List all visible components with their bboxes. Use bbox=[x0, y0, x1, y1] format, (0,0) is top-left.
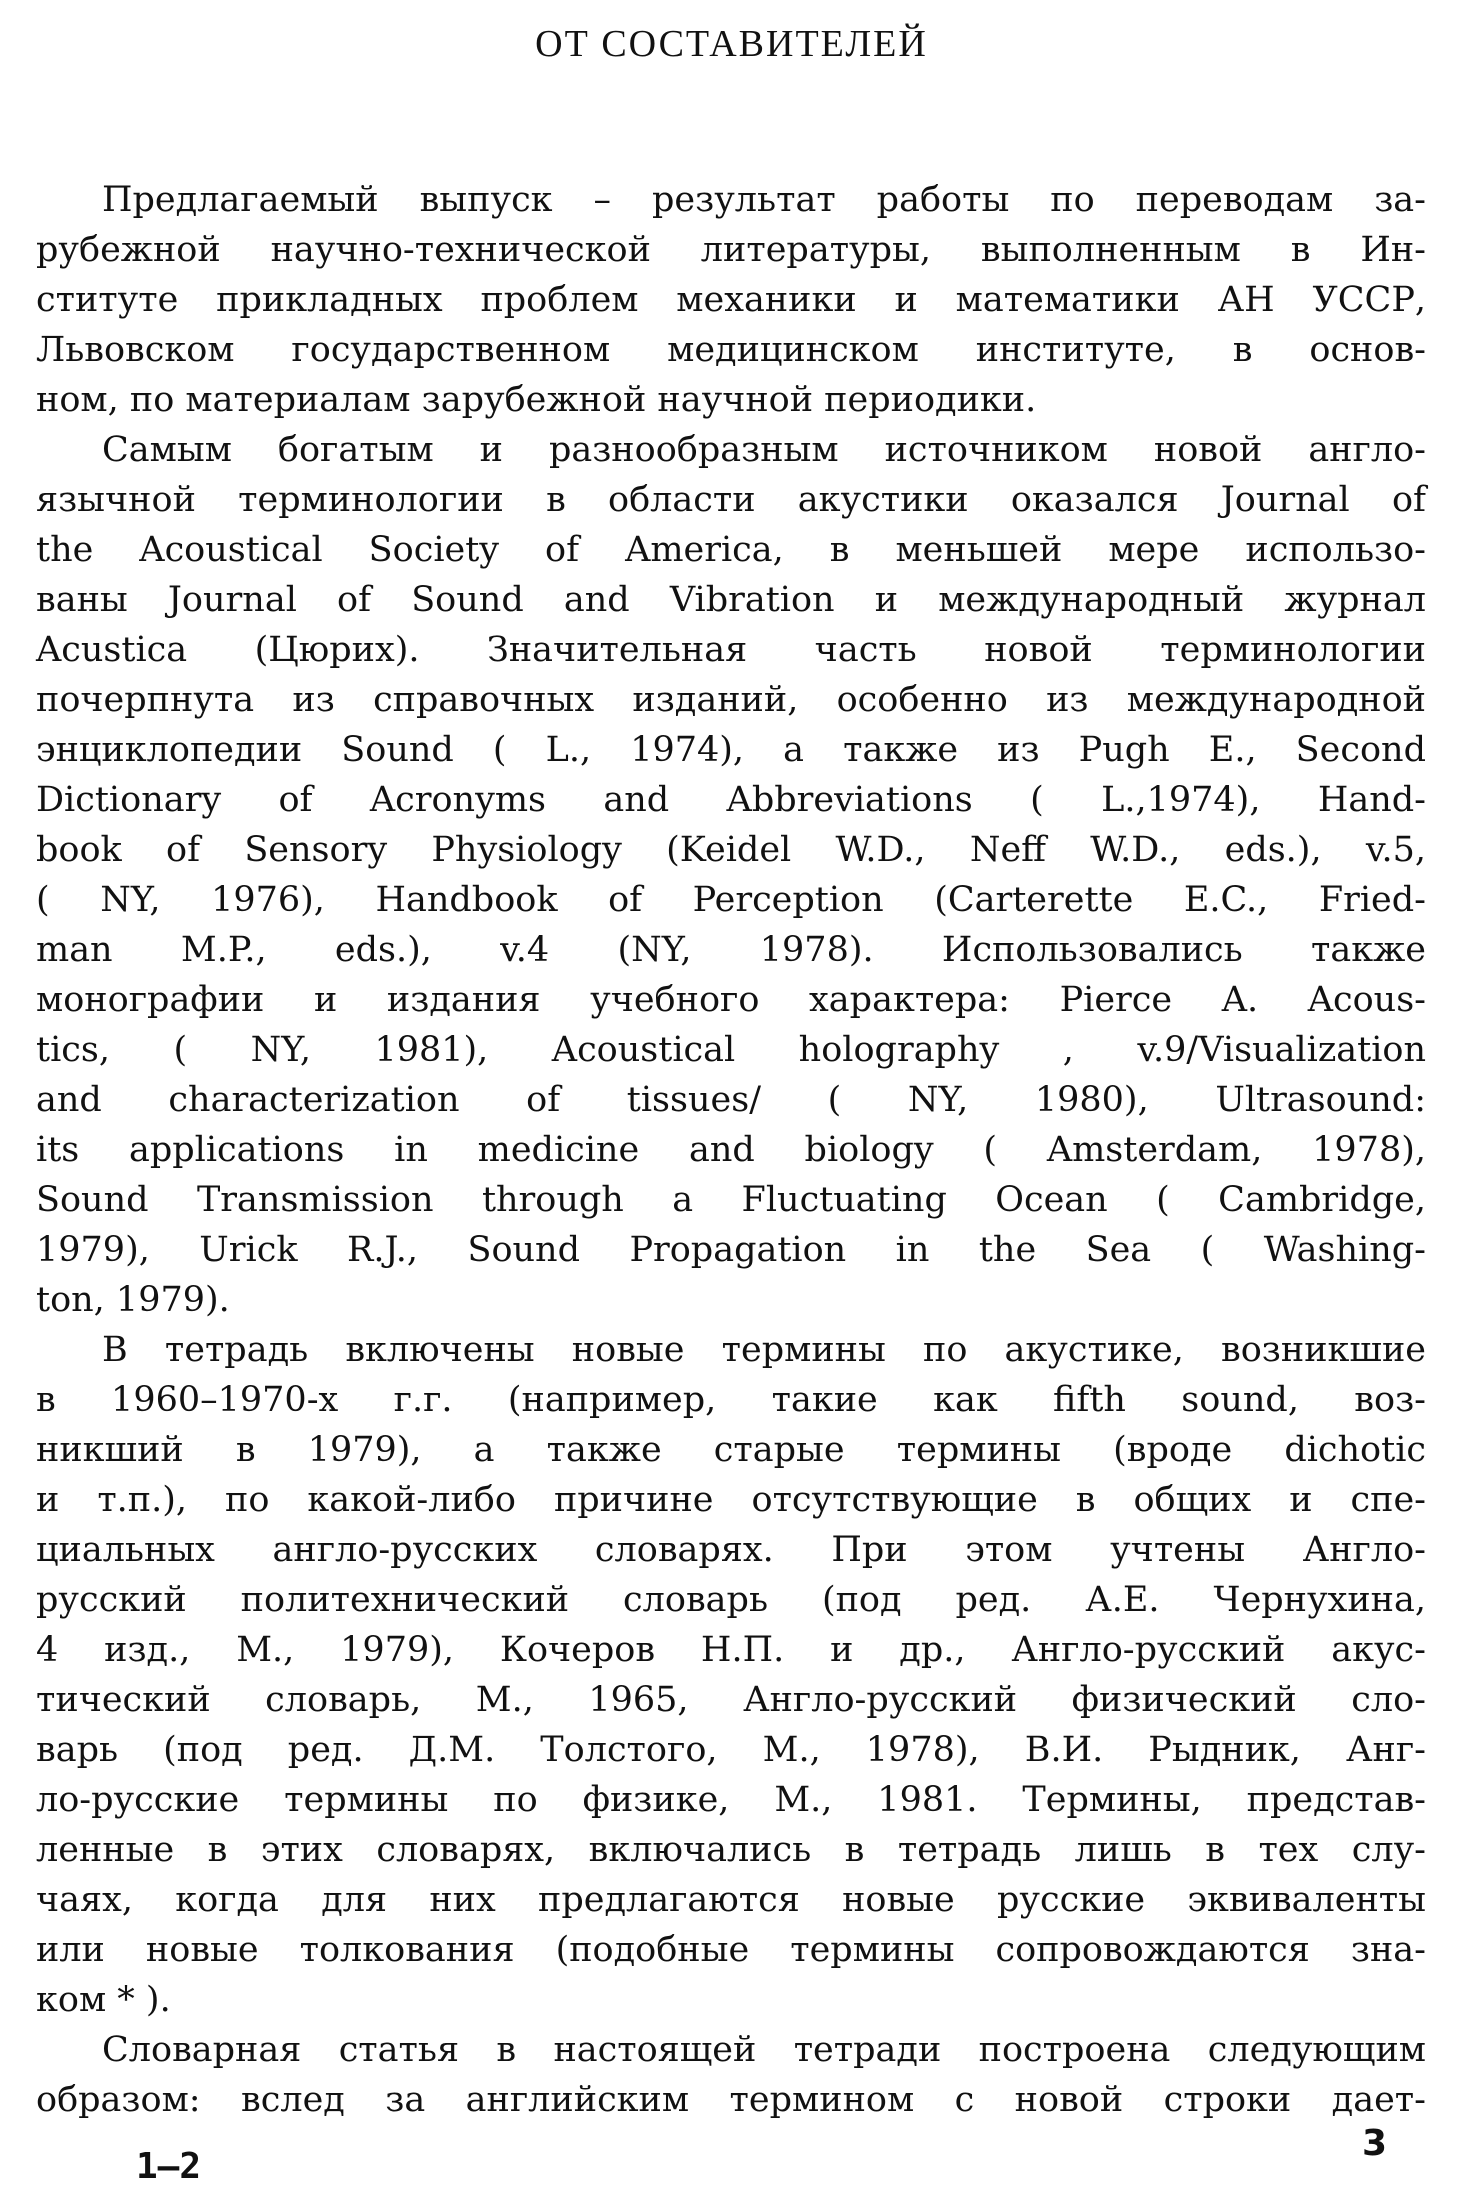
text-line: ном, по материалам зарубежной научной периодики. bbox=[36, 380, 1037, 420]
text-line: и т.п.), по какой-либо причине отсутствующие в общих и спе- bbox=[36, 1480, 1426, 1520]
text-line: Львовском государственном медицинском институте, в основ- bbox=[36, 330, 1426, 370]
text-line: ( NY, 1976), Handbook of Perception (Carterette E.C., Fried- bbox=[36, 880, 1426, 920]
paragraph-4 bbox=[36, 2025, 1426, 2125]
text-line: ton, 1979). bbox=[36, 1280, 230, 1320]
text-line: 1979), Urick R.J., Sound Propagation in the Sea ( Washing- bbox=[36, 1230, 1426, 1270]
page-number: 3 bbox=[1362, 2123, 1388, 2164]
text-line: язычной терминологии в области акустики оказался Journal of bbox=[36, 480, 1426, 520]
text-line: ваны Journal of Sound and Vibration и международный журнал bbox=[36, 580, 1426, 620]
text-line: its applications in medicine and biology ( Amsterdam, 1978), bbox=[36, 1130, 1426, 1170]
text-line: никший в 1979), а также старые термины (вроде dichotic bbox=[36, 1430, 1426, 1470]
text-line: ституте прикладных проблем механики и математики АН УССР, bbox=[36, 280, 1426, 320]
text-line: the Acoustical Society of America, в меньшей мере использо- bbox=[36, 530, 1426, 570]
text-line: русский политехнический словарь (под ред. А.Е. Чернухина, bbox=[36, 1580, 1426, 1620]
text-line: 4 изд., М., 1979), Кочеров Н.П. и др., Англо-русский акус- bbox=[36, 1630, 1426, 1670]
text-line: and characterization of tissues/ ( NY, 1980), Ultrasound: bbox=[36, 1080, 1426, 1120]
paragraph-3 bbox=[36, 1325, 1426, 2025]
text-line: ком * ). bbox=[36, 1980, 171, 2020]
text-line: чаях, когда для них предлагаются новые русские эквиваленты bbox=[36, 1880, 1426, 1920]
text-line: Словарная статья в настоящей тетради построена следующим bbox=[102, 2030, 1426, 2070]
text-line: В тетрадь включены новые термины по акустике, возникшие bbox=[102, 1330, 1426, 1370]
paragraph-2 bbox=[36, 425, 1426, 1325]
text-line: почерпнута из справочных изданий, особенно из международной bbox=[36, 680, 1426, 720]
text-line: в 1960–1970-х г.г. (например, такие как fifth sound, воз- bbox=[36, 1380, 1426, 1420]
text-line: циальных англо-русских словарях. При этом учтены Англо- bbox=[36, 1530, 1426, 1570]
text-line: man M.P., eds.), v.4 (NY, 1978). Использовались также bbox=[36, 930, 1426, 970]
page-title: ОТ СОСТАВИТЕЛЕЙ bbox=[535, 23, 928, 65]
signature-mark: 1–2 bbox=[136, 2146, 202, 2187]
text-line: образом: вслед за английским термином с новой строки дает- bbox=[36, 2080, 1426, 2120]
paragraph-1 bbox=[36, 175, 1426, 425]
text-line: или новые толкования (подобные термины сопровождаются зна- bbox=[36, 1930, 1426, 1970]
text-line: ло-русские термины по физике, М., 1981. Термины, представ- bbox=[36, 1780, 1426, 1820]
text-line: Sound Transmission through a Fluctuating Ocean ( Cambridge, bbox=[36, 1180, 1426, 1220]
body-text bbox=[36, 175, 1426, 2125]
text-line: рубежной научно-технической литературы, выполненным в Ин- bbox=[36, 230, 1426, 270]
text-line: Acustica (Цюрих). Значительная часть новой терминологии bbox=[36, 630, 1426, 670]
text-line: Самым богатым и разнообразным источником новой англо- bbox=[102, 430, 1426, 470]
text-line: book of Sensory Physiology (Keidel W.D., Neff W.D., eds.), v.5, bbox=[36, 830, 1426, 870]
text-line: Dictionary of Acronyms and Abbreviations ( L.,1974), Hand- bbox=[36, 780, 1426, 820]
text-line: тический словарь, М., 1965, Англо-русский физический сло- bbox=[36, 1680, 1426, 1720]
text-line: энциклопедии Sound ( L., 1974), а также из Pugh E., Second bbox=[36, 730, 1426, 770]
text-line: монографии и издания учебного характера: Pierce A. Acous- bbox=[36, 980, 1426, 1020]
text-line: варь (под ред. Д.М. Толстого, М., 1978), В.И. Рыдник, Анг- bbox=[36, 1730, 1426, 1770]
text-line: tics, ( NY, 1981), Acoustical holography , v.9/Visualization bbox=[36, 1030, 1426, 1070]
text-line: Предлагаемый выпуск – результат работы по переводам за- bbox=[102, 180, 1426, 220]
text-line: ленные в этих словарях, включались в тетрадь лишь в тех слу- bbox=[36, 1830, 1426, 1870]
